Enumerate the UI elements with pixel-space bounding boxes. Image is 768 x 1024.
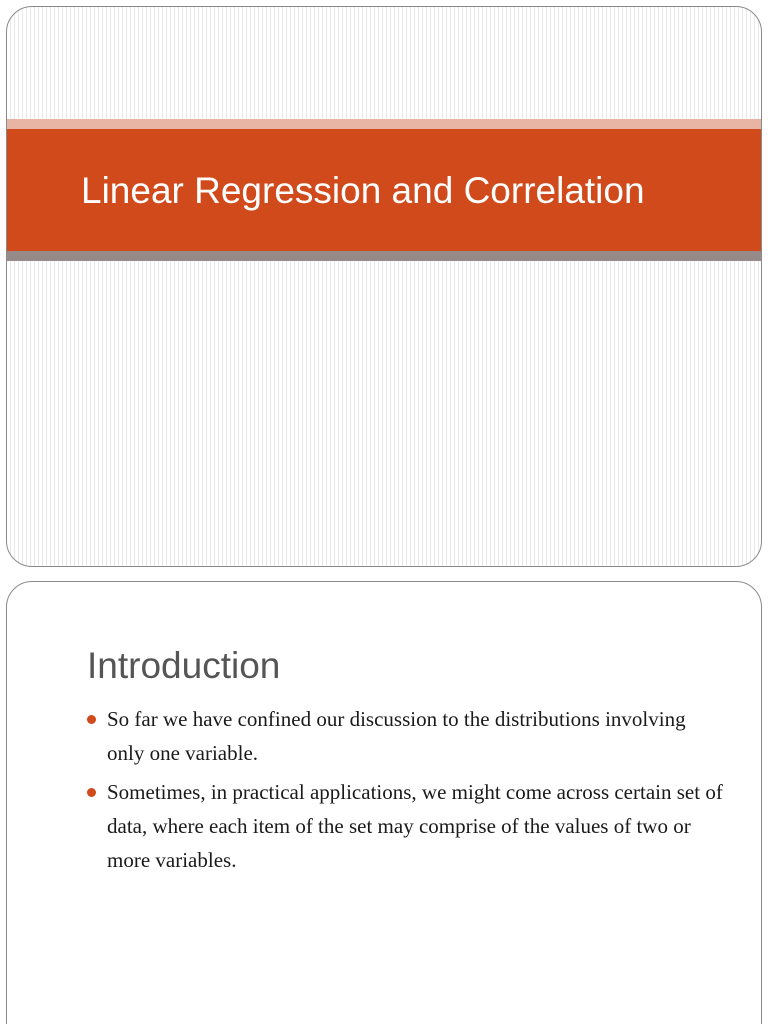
bullet-item (83, 775, 723, 877)
bullet-list (83, 702, 723, 882)
bullet-dot-icon (87, 788, 96, 797)
section-heading: Introduction (87, 645, 281, 686)
bullet-text: So far we have confined our discussion to the distributions involving only one variable. (107, 707, 686, 765)
bullet-text: Sometimes, in practical applications, we might come across certain set of data, where each item of the set may comprise of the values of two or more variables. (107, 780, 723, 872)
title-slide (6, 6, 762, 567)
slide-title: Linear Regression and Correlation (81, 170, 645, 211)
title-accent-bar-top (7, 119, 761, 129)
content-slide (6, 581, 762, 1024)
bullet-item (83, 702, 723, 770)
bullet-dot-icon (87, 715, 96, 724)
title-accent-bar-bottom (7, 251, 761, 261)
